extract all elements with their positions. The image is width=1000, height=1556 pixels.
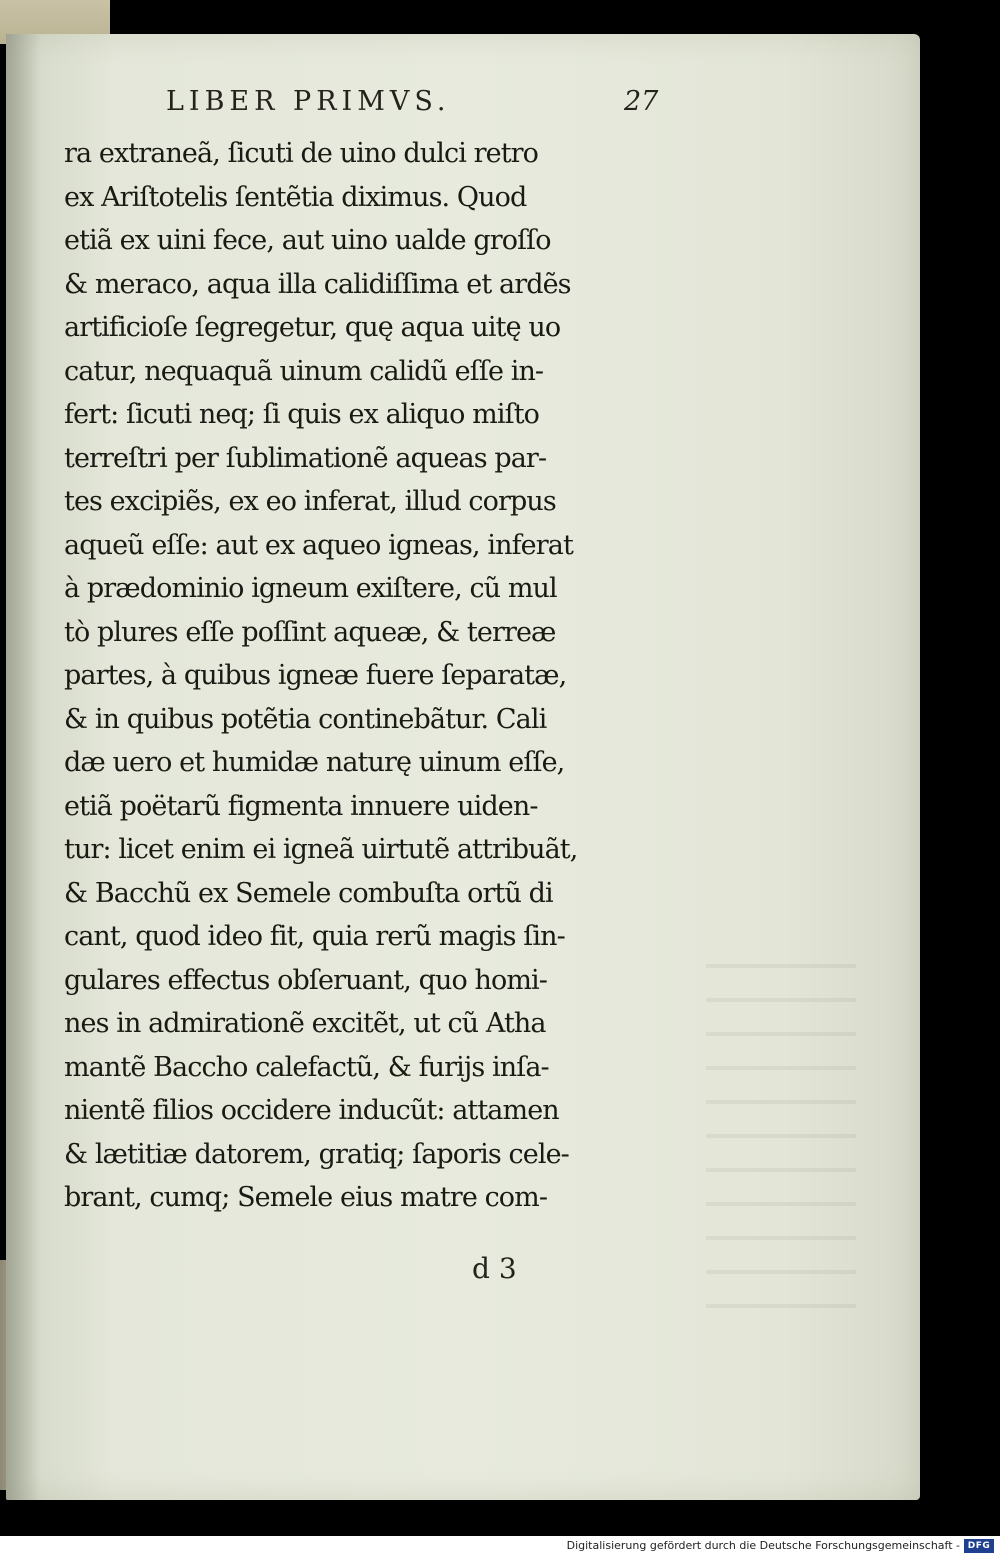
text-line: brant, cumq; Semele eius matre com-	[64, 1182, 548, 1213]
text-line: & meraco, aqua illa calidiſſima et ardẽs	[64, 268, 571, 300]
text-line: nientẽ filios occidere inducũt: attamen	[64, 1095, 559, 1126]
text-line: à prædominio igneum exiſtere, cũ mul	[64, 573, 557, 604]
text-line: tes excipiẽs, ex eo inferat, illud corpus	[64, 486, 556, 517]
text-line: mantẽ Baccho calefactũ, & furijs inſa-	[64, 1051, 549, 1083]
funding-credit: Digitalisierung gefördert durch die Deutsche Forschungsgemeinschaft -	[566, 1539, 960, 1552]
text-line: cant, quod ideo fit, quia rerũ magis ſin-	[64, 921, 565, 952]
text-line: & Bacchũ ex Semele combuſta ortũ di	[64, 877, 553, 909]
running-head	[64, 82, 704, 132]
book-page	[6, 34, 920, 1500]
text-line: etiã ex uini fece, aut uino ualde groſſo	[64, 225, 551, 256]
text-line: aqueũ eſſe: aut ex aqueo igneas, inferat	[64, 529, 573, 561]
text-line: ra extraneã, ſicuti de uino dulci retro	[64, 138, 539, 169]
gutter-shadow	[6, 34, 40, 1500]
text-line: partes, à quibus igneæ fuere ſeparatæ,	[64, 660, 567, 691]
text-line: & lætitiæ datorem, gratiq; ſaporis cele-	[64, 1138, 569, 1170]
running-head-title: LIBER PRIMVS.	[166, 86, 451, 117]
text-line: tur: licet enim ei igneã uirtutẽ attribuãt,	[64, 834, 578, 865]
signature-mark: d 3	[472, 1252, 517, 1285]
text-line: artificioſe ſegregetur, quę aqua uitę uo	[64, 312, 561, 343]
text-line: gulares effectus obſeruant, quo homi-	[64, 964, 547, 996]
text-line: tò plures eſſe poſſint aqueæ, & terreæ	[64, 616, 556, 648]
text-block	[64, 82, 704, 1220]
text-line: fert: ſicuti neq; ſi quis ex aliquo miſto	[64, 399, 540, 430]
dfg-logo: DFG	[964, 1539, 994, 1553]
text-line: nes in admirationẽ excitẽt, ut cũ Atha	[64, 1008, 546, 1039]
text-line: etiã poëtarũ figmenta innuere uiden-	[64, 790, 538, 822]
text-line: catur, nequaquã uinum calidũ eſſe in-	[64, 355, 544, 387]
body-text	[64, 132, 704, 1220]
text-line: & in quibus potẽtia continebãtur. Cali	[64, 703, 547, 735]
text-line: terreſtri per ſublimationẽ aqueas par-	[64, 442, 547, 474]
text-line: dæ uero et humidæ naturę uinum eſſe,	[64, 747, 565, 778]
text-line: ex Ariſtotelis ſentẽtia diximus. Quod	[64, 181, 527, 213]
footer-bar	[0, 1536, 1000, 1556]
page-number: 27	[624, 86, 659, 117]
ink-show-through	[706, 934, 856, 1334]
